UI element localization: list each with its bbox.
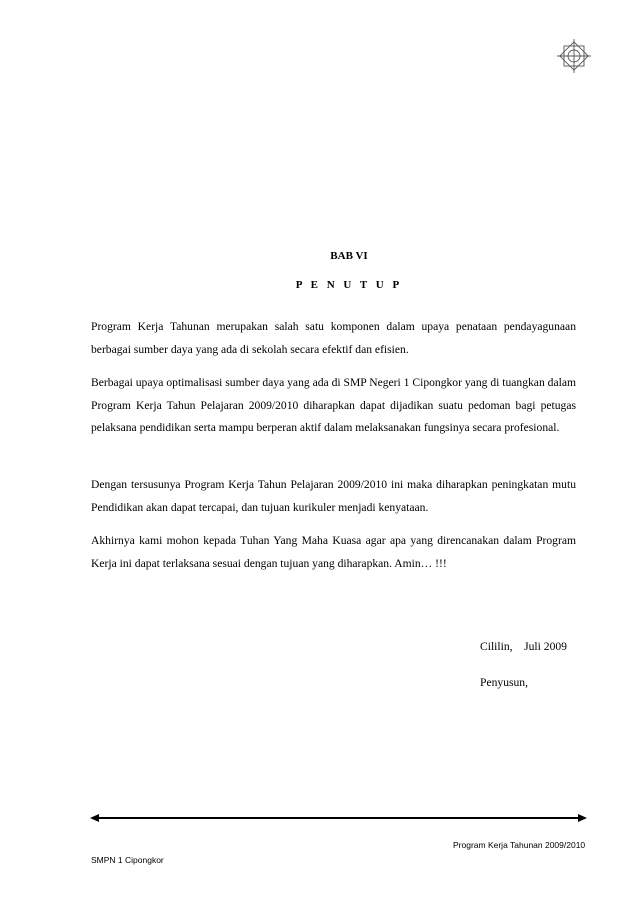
chapter-number: BAB VI <box>330 250 368 262</box>
footer-divider <box>90 811 587 825</box>
chapter-title: P E N U T U P <box>295 279 403 291</box>
signature-role: Penyusun, <box>480 676 528 689</box>
paragraph: Dengan tersusunya Program Kerja Tahun Pelajaran 2009/2010 ini maka diharapkan peningkatan mutu Pendidikan akan dapat tercapai, dan tujuan kurikuler menjadi kenyataan. <box>91 478 576 514</box>
signature-place-date: Cililin, Juli 2009 <box>480 640 567 653</box>
paragraph: Berbagai upaya optimalisasi sumber daya yang ada di SMP Negeri 1 Cipongkor yang di tuangkan dalam Program Kerja Tahun Pelajaran 2009/2010 diharapkan dapat dijadikan suatu pedoman bagi petugas pelaksana pendidikan serta mampu berperan aktif dalam melaksanakan fungsinya secara profesional. <box>91 376 576 435</box>
paragraph: Program Kerja Tahunan merupakan salah satu komponen dalam upaya penataan pendayagunaan berbagai sumber daya yang ada di sekolah secara efektif dan efisien. <box>91 320 576 356</box>
emblem-icon <box>556 38 592 74</box>
footer-school-name: SMPN 1 Cipongkor <box>91 855 164 865</box>
footer-document-title: Program Kerja Tahunan 2009/2010 <box>453 840 586 850</box>
paragraph: Akhirnya kami mohon kepada Tuhan Yang Maha Kuasa agar apa yang direncanakan dalam Program Kerja ini dapat terlaksana sesuai dengan tujuan yang diharapkan. Amin… !!! <box>91 534 576 570</box>
